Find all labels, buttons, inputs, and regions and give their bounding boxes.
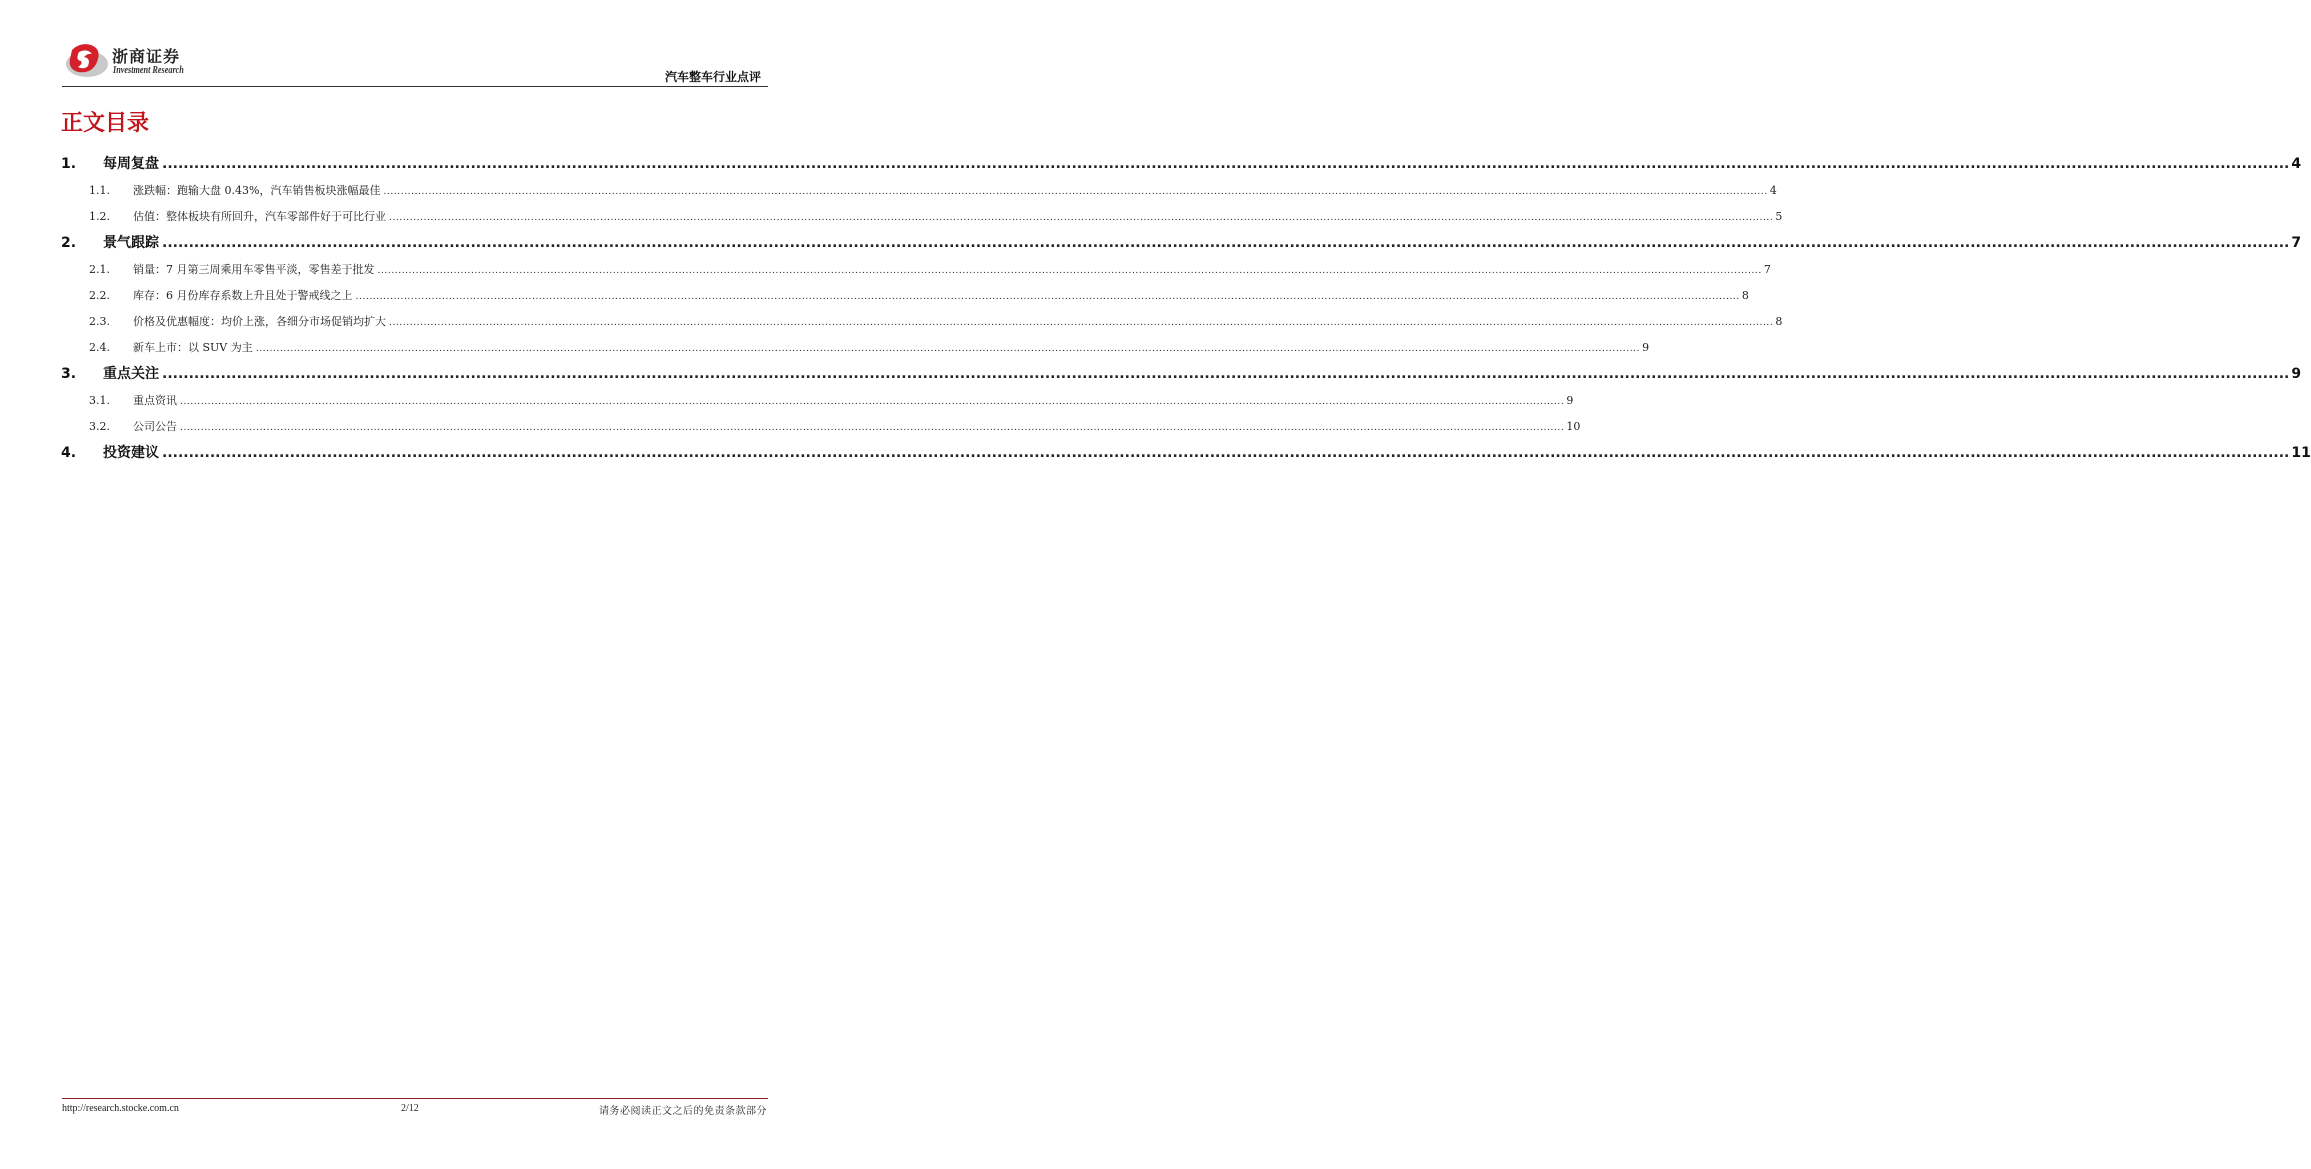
toc-page-number: 9 — [1566, 394, 1574, 407]
toc-entry-title: 库存：6 月份库存系数上升且处于警戒线之上 — [133, 289, 353, 302]
dot-leader: ................................................................................................................................................................................................................................................................................................................................................................................................................ — [389, 318, 1774, 328]
toc-entry-title: 价格及优惠幅度：均价上涨，各细分市场促销均扩大 — [133, 315, 386, 328]
table-of-contents — [61, 151, 2311, 467]
toc-entry-title: 每周复盘 — [103, 156, 159, 172]
toc-subsection[interactable] — [61, 414, 1581, 440]
toc-page-number: 4 — [1769, 184, 1777, 197]
toc-subsection[interactable] — [61, 283, 1749, 309]
toc-subsection[interactable] — [61, 178, 1777, 204]
toc-page-number: 9 — [2291, 366, 2302, 382]
page-header — [62, 38, 767, 86]
dot-leader: ................................................................................................................................................................................................................................................................................................................................................................................................................ — [255, 344, 1641, 354]
dot-leader: ................................................................................................................................................................................................................................................................................................................................................................................................................ — [180, 397, 1565, 407]
toc-number: 1. — [61, 156, 77, 172]
dot-leader: ................................................................................................................................................................................................................................................................................................................................................................................................................ — [162, 366, 2290, 382]
toc-page-number: 10 — [1566, 420, 1581, 433]
toc-entry-title: 重点关注 — [103, 366, 159, 382]
toc-subsection[interactable] — [61, 309, 1783, 335]
toc-number: 2.1. — [89, 263, 110, 276]
toc-section[interactable] — [61, 151, 2302, 178]
toc-entry-title: 投资建议 — [103, 445, 159, 461]
toc-entry-title: 涨跌幅：跑输大盘 0.43%，汽车销售板块涨幅最佳 — [133, 184, 381, 197]
toc-number: 3. — [61, 366, 77, 382]
brand-name-en: Investment Research — [113, 65, 184, 76]
footer-url[interactable]: http://research.stocke.com.cn — [62, 1103, 179, 1114]
dot-leader: ................................................................................................................................................................................................................................................................................................................................................................................................................ — [162, 156, 2290, 172]
toc-entry-title: 估值：整体板块有所回升，汽车零部件好于可比行业 — [133, 210, 386, 223]
toc-page-number: 8 — [1775, 315, 1783, 328]
dot-leader: ................................................................................................................................................................................................................................................................................................................................................................................................................ — [355, 292, 1740, 302]
toc-section[interactable] — [61, 440, 2311, 467]
toc-entry-title: 景气跟踪 — [103, 235, 159, 251]
dot-leader: ................................................................................................................................................................................................................................................................................................................................................................................................................ — [389, 213, 1774, 223]
dot-leader: ................................................................................................................................................................................................................................................................................................................................................................................................................ — [162, 235, 2290, 251]
dot-leader: ................................................................................................................................................................................................................................................................................................................................................................................................................ — [162, 445, 2290, 461]
toc-number: 1.1. — [89, 184, 110, 197]
disclaimer-note: 请务必阅读正文之后的免责条款部分 — [599, 1106, 767, 1117]
dot-leader: ................................................................................................................................................................................................................................................................................................................................................................................................................ — [377, 266, 1762, 276]
report-type: 汽车整车行业点评 — [664, 70, 761, 84]
toc-subsection[interactable] — [61, 204, 1783, 230]
toc-section[interactable] — [61, 361, 2302, 388]
company-logo-icon — [64, 40, 110, 80]
toc-entry-title: 公司公告 — [133, 420, 177, 433]
toc-number: 2. — [61, 235, 77, 251]
toc-number: 3.2. — [89, 420, 110, 433]
toc-page-number: 9 — [1642, 341, 1650, 354]
toc-page-number: 8 — [1741, 289, 1749, 302]
toc-title: 正文目录 — [61, 111, 150, 136]
dot-leader: ................................................................................................................................................................................................................................................................................................................................................................................................................ — [180, 423, 1565, 433]
toc-number: 2.2. — [89, 289, 110, 302]
page-number: 2/12 — [401, 1103, 419, 1114]
header-divider — [62, 86, 768, 87]
toc-page-number: 7 — [2291, 235, 2302, 251]
toc-entry-title: 销量：7 月第三周乘用车零售平淡，零售差于批发 — [133, 263, 375, 276]
toc-number: 4. — [61, 445, 77, 461]
toc-page-number: 5 — [1775, 210, 1783, 223]
toc-section[interactable] — [61, 230, 2302, 257]
toc-number: 2.4. — [89, 341, 110, 354]
toc-number: 2.3. — [89, 315, 110, 328]
dot-leader: ................................................................................................................................................................................................................................................................................................................................................................................................................ — [383, 187, 1768, 197]
footer-divider — [62, 1098, 768, 1099]
toc-number: 1.2. — [89, 210, 110, 223]
toc-entry-title: 新车上市：以 SUV 为主 — [133, 341, 253, 354]
toc-number: 3.1. — [89, 394, 110, 407]
toc-subsection[interactable] — [61, 388, 1574, 414]
toc-entry-title: 重点资讯 — [133, 394, 177, 407]
toc-page-number: 4 — [2291, 156, 2302, 172]
toc-page-number: 7 — [1763, 263, 1771, 276]
brand-name-cn: 浙商证券 — [112, 47, 181, 66]
toc-subsection[interactable] — [61, 257, 1771, 283]
toc-subsection[interactable] — [61, 335, 1650, 361]
toc-page-number: 11 — [2291, 445, 2311, 461]
